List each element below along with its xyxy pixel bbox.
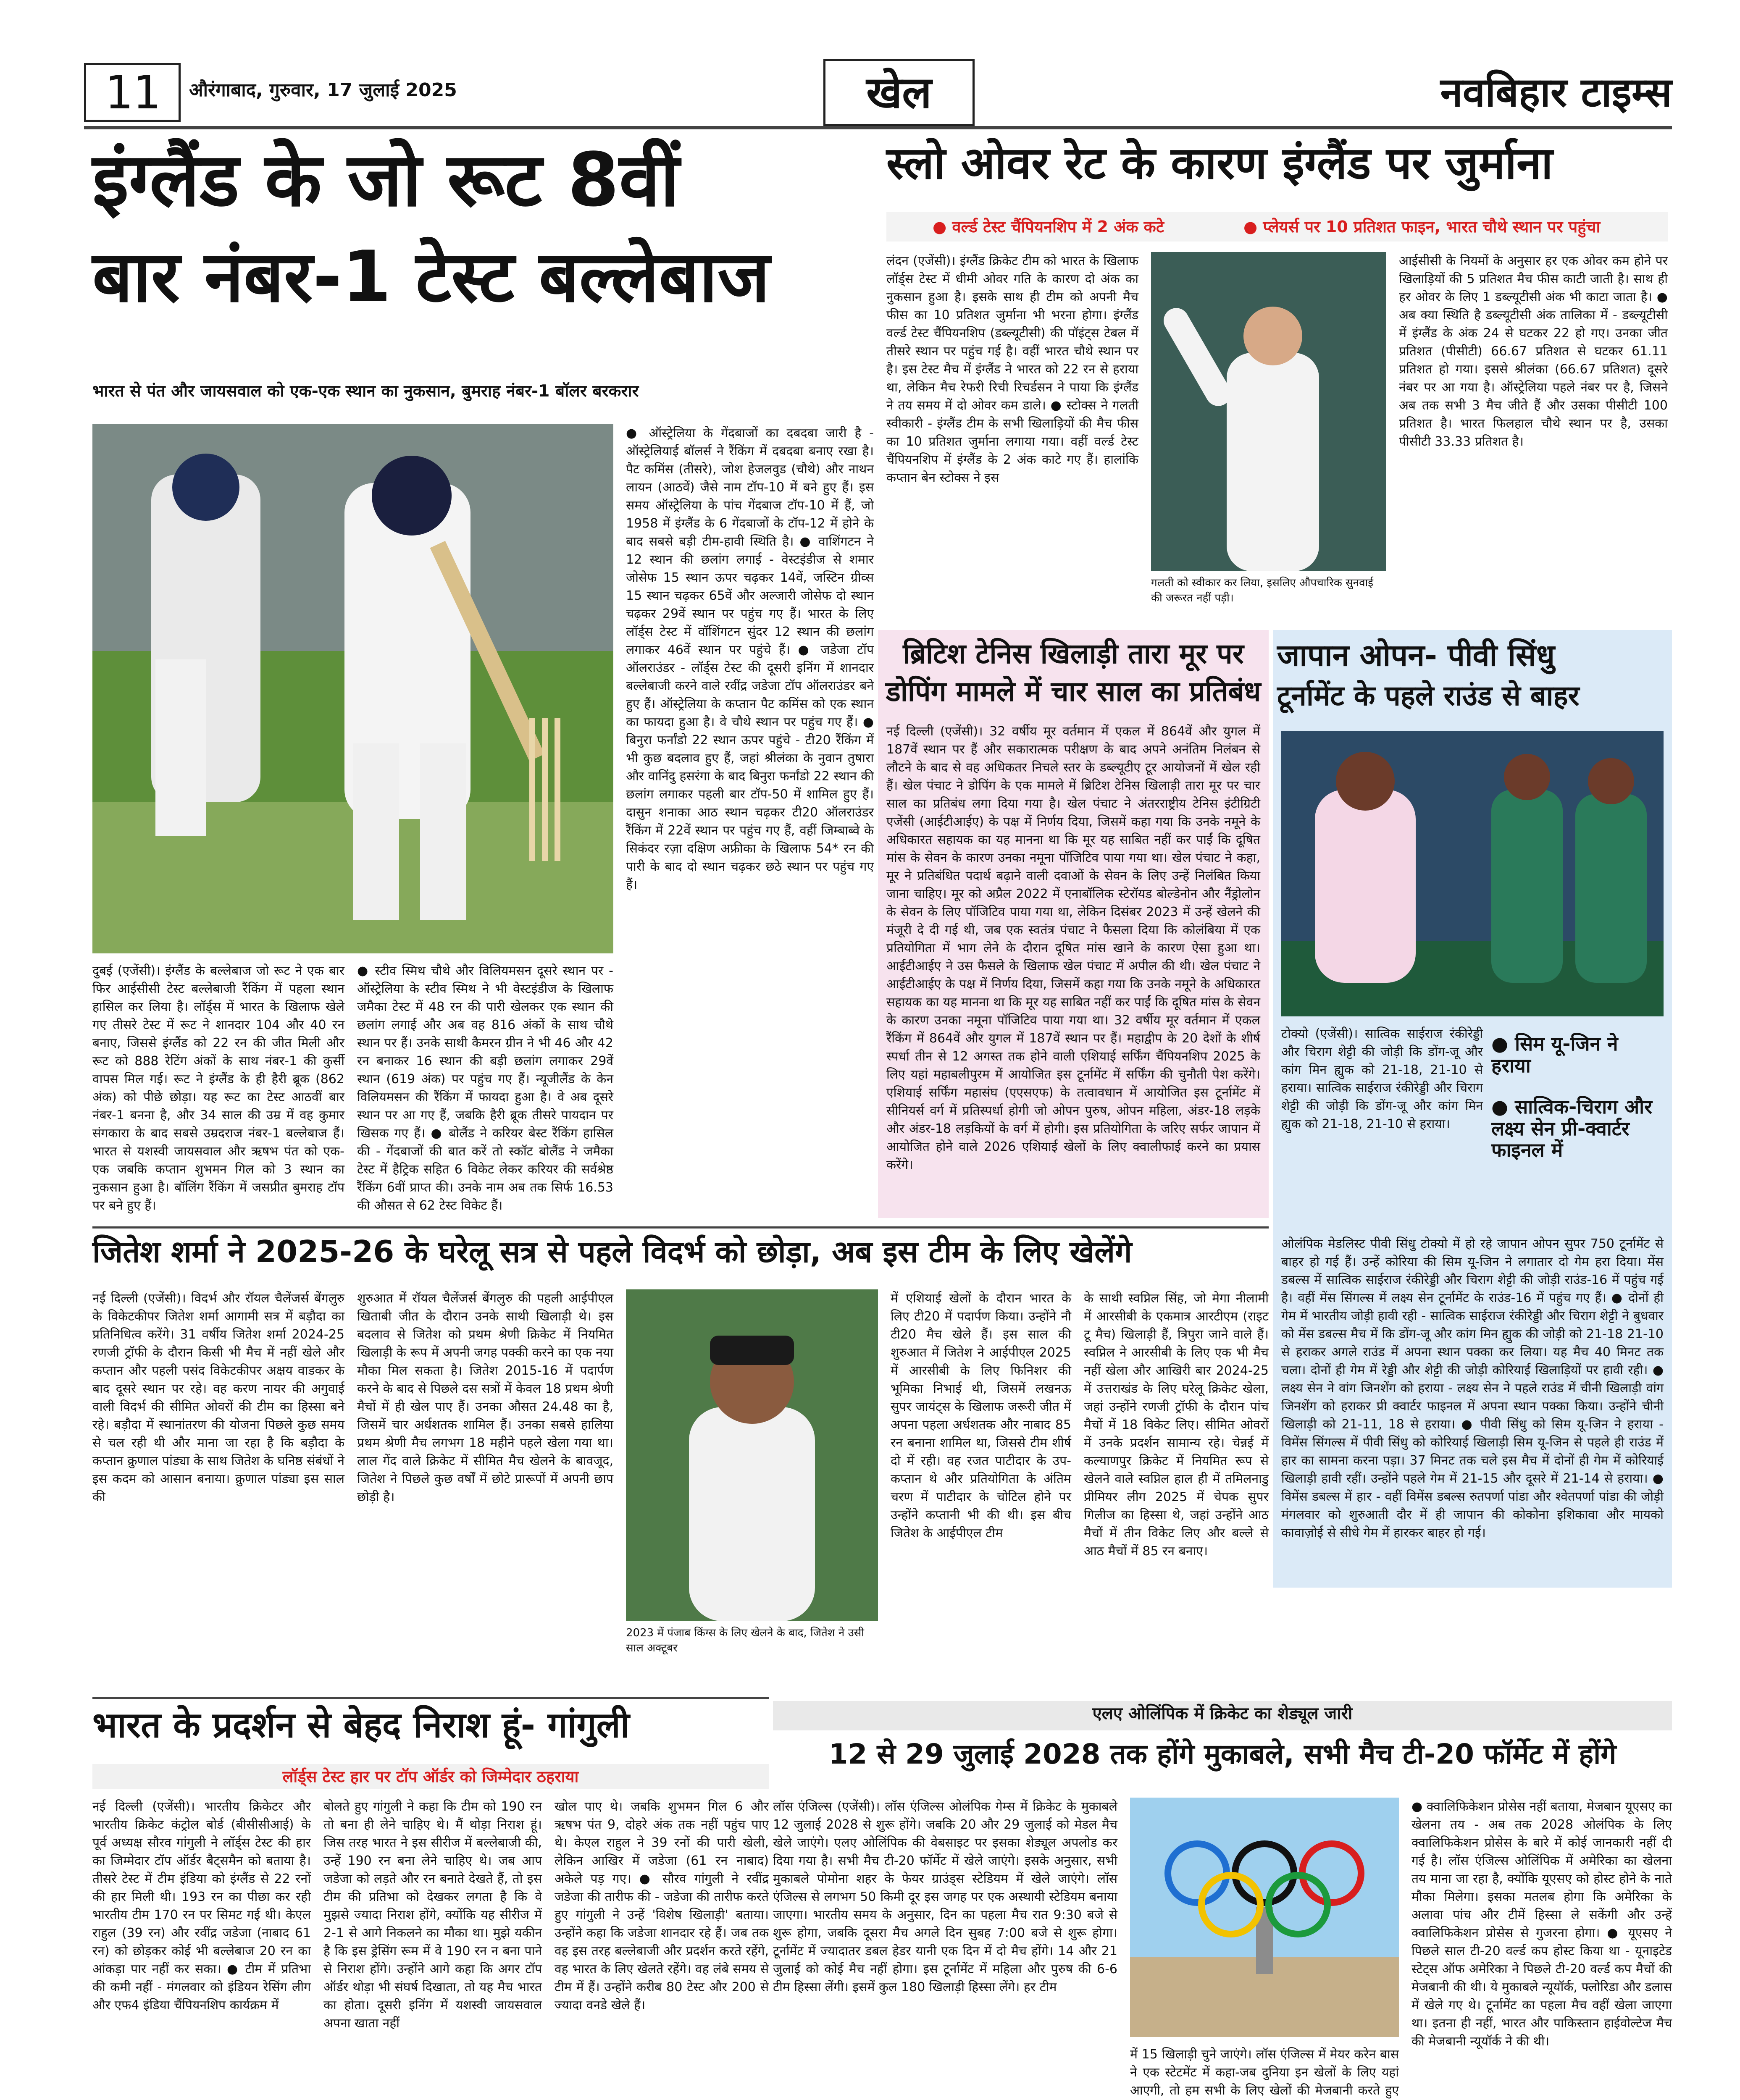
cricketer-celebrating-icon — [1151, 252, 1386, 571]
olympics-col-3: ● क्वालिफिकेशन प्रोसेस नहीं बताया, मेजबान यूएसए का खेलना तय - अब तक 2028 ओलंपिक के लिए क्वालिफिकेशन प्रोसेस के बारे में कोई जानकारी नहीं दी गई है। लॉस एंजिल्स ओलिंपिक में अमेरिका का खेलना तय माना जा रहा है, क्योंकि यूएसए को होस्ट होने के नाते मौका मिलेगा। इसका मतलब होगा कि अमेरिका के अलावा पांच और टीमें हिस्सा ले सकेंगी और उन्हें क्वालिफिकेशन प्रोसेस से गुजरना होगा। ● यूएसए ने पिछले साल टी-20 वर्ल्ड कप होस्ट किया था - यूनाइटेड स्टेट्स ऑफ अमेरिका ने पिछले टी-20 वर्ल्ड कप मैचों की मेजबानी की थी। ये मुकाबले न्यूयॉर्क, फ्लोरिडा और डलास में खेले गए थे। टूर्नामेंट का पहला मैच वहीं खेला जाएगा था। इतना ही नहीं, भारत और पाकिस्तान हाईवोल्टेज मैच की मेजबानी न्यूयॉर्क ने की थी। — [1411, 1799, 1672, 2049]
headline-root-2: बार नंबर-1 टेस्ट बल्लेबाज — [92, 236, 770, 318]
story-root — [84, 139, 874, 1218]
page-number: 11 — [84, 63, 181, 122]
story-fine — [878, 139, 1672, 626]
sindhu-col-a: टोक्यो (एजेंसी)। सात्विक साईराज रंकीरेड्डी और चिराग शेट्टी की जोड़ी कि डोंग-जू और कांग मिन ह्युक को 21-18, 21-10 से हराया। सात्विक साईराज रंकीरेड्डी और चिराग शेट्टी की जोड़ी कि डोंग-जू और कांग मिन ह्युक को 21-18, 21-10 से हराया। — [1281, 1026, 1483, 1131]
jitesh-photo-caption: 2023 में पंजाब किंग्स के लिए खेलने के बाद, जितेश ने उसी साल अक्टूबर — [626, 1627, 865, 1654]
kicker-fine-b: ● प्लेयर्स पर 10 प्रतिशत फाइन, भारत चौथे स्थान पर पहुंचा — [1243, 218, 1601, 236]
fine-col-right: आईसीसी के नियमों के अनुसार हर एक ओवर कम होने पर खिलाड़ियों की 5 प्रतिशत मैच फीस काटी जाती है। साथ ही हर ओवर के लिए 1 डब्ल्यूटीसी अंक भी काटा जाता है। ● अब क्या स्थिति है डब्ल्यूटीसी अंक तालिका में - डब्ल्यूटीसी में इंग्लैंड के अंक 24 से घटकर 22 हो गए। उनका जीत प्रतिशत (पीसीटी) 66.67 प्रतिशत से घटकर 61.11 प्रतिशत हो गया। इससे श्रीलंका (66.67 प्रतिशत) दूसरे नंबर पर आ गया है। ऑस्ट्रेलिया पहले नंबर पर है, जिसने अब तक सभी 3 मैच जीते हैं और उसका पीसीटी 100 प्रतिशत है। भारत फिलहाल चौथे स्थान पर है, उसका पीसीटी 33.33 प्रतिशत है। — [1399, 254, 1668, 449]
headline-olympics: 12 से 29 जुलाई 2028 तक होंगे मुकाबले, सभी मैच टी-20 फॉर्मेट में होंगे — [828, 1738, 1616, 1770]
ganguly-top-rule — [92, 1697, 769, 1699]
photo-sindhu — [1281, 731, 1664, 1016]
photo-jitesh — [626, 1289, 878, 1621]
sindhu-bullet-b: ● सात्विक-चिराग और लक्ष्य सेन प्री-क्वार्टर फाइनल में — [1491, 1095, 1652, 1162]
root-col-left: दुबई (एजेंसी)। इंग्लैंड के बल्लेबाज जो रूट ने एक बार फिर आईसीसी टेस्ट बल्लेबाजी रैंकिंग में पहला स्थान हासिल कर लिया है। लॉर्ड्स में भारत के खिलाफ खेले गए तीसरे टेस्ट में रूट ने शानदार 104 और 40 रन बनाए, जिससे इंग्लैंड को 22 रन की जीत मिली और रूट को 888 रेटिंग अंकों के साथ नंबर-1 की कुर्सी वापस मिल गई। रूट ने इंग्लैंड के ही हैरी ब्रूक (862 अंक) को पीछे छोड़ा। यह रूट का टेस्ट आठवीं बार नंबर-1 बनना है, और 34 साल की उम्र में वह कुमार संगकारा के बाद सबसे उम्रदराज नंबर-1 बल्लेबाज हैं। भारत से यशस्वी जायसवाल और ऋषभ पंत को एक-एक जबकि कप्तान शुभमन गिल को 3 स्थान का नुकसान हुआ है। बॉलिंग रैंकिंग में जसप्रीत बुमराह टॉप पर बने हुए हैं। — [92, 963, 344, 1213]
story-jitesh — [84, 1226, 1269, 1688]
fine-col-left: लंदन (एजेंसी)। इंग्लैंड क्रिकेट टीम को भारत के खिलाफ लॉर्ड्स टेस्ट में धीमी ओवर गति के कारण दो अंक का नुकसान हुआ है। इसके साथ ही टीम को अपनी मैच फीस का 10 प्रतिशत जुर्माना भी भरना होगा। इंग्लैंड वर्ल्ड टेस्ट चैंपियनशिप (डब्ल्यूटीसी) की पॉइंट्स टेबल में तीसरे स्थान पर पहुंच गई है। वहीं भारत चौथे स्थान पर है। इस टेस्ट मैच में इंग्लैंड ने भारत को 22 रन से हराया था, लेकिन मैच रेफरी रिची रिचर्डसन ने पाया कि इंग्लैंड ने तय समय में दो ओवर कम डाले। ● स्टोक्स ने गलती स्वीकारी - इंग्लैंड टीम के सभी खिलाड़ियों की मैच फीस का 10 प्रतिशत जुर्माना लगाया गया। वहीं वर्ल्ड टेस्ट चैंपियनशिप में इंग्लैंड के 2 अंक काटे गए हैं। हालांकि कप्तान बेन स्टोक्स ने इस — [886, 254, 1138, 485]
cricket-batsman-icon — [92, 424, 613, 953]
story-tara — [878, 630, 1269, 1218]
root-col-right: ● ऑस्ट्रेलिया के गेंदबाजों का दबदबा जारी है - ऑस्ट्रेलियाई बॉलर्स ने रैंकिंग में दबदबा बनाए रखा है। पैट कमिंस (तीसरे), जोश हेजलवुड (चौथे) और नाथन लायन (आठवें) जैसे नाम टॉप-10 में बने हुए हैं। इस समय ऑस्ट्रेलिया के पांच गेंदबाज टॉप-10 में हैं, जो 1958 में इंग्लैंड के 6 गेंदबाजों के टॉप-12 में होने के बाद सबसे बड़ी टीम-हावी स्थिति है। ● वाशिंगटन ने 12 स्थान की छलांग लगाई - वेस्टइंडीज से शमार जोसेफ 15 स्थान ऊपर चढ़कर 14वें, जस्टिन ग्रीव्स 15 स्थान चढ़कर 65वें और अल्जारी जोसेफ दो स्थान चढ़कर 29वें स्थान पर पहुंच गए हैं। भारत के लिए लॉर्ड्स टेस्ट में वॉशिंगटन सुंदर 12 स्थान की छलांग लगाकर 46वें स्थान पर पहुंचे हैं। ● जडेजा टॉप ऑलराउंडर - लॉर्ड्स टेस्ट की दूसरी इनिंग में शानदार बल्लेबाजी करने वाले रवींद्र जडेजा टॉप ऑलराउंडर बने हुए हैं। ऑस्ट्रेलिया के कप्तान पैट कमिंस को एक स्थान का फायदा हुआ है। वे चौथे स्थान पर पहुंच गए हैं। ● बिनुरा फर्नांडो 22 स्थान ऊपर पहुंचे - टी20 रैंकिंग में भी कुछ बदलाव हुए हैं, जहां श्रीलंका के नुवान तुषारा और वानिंदु हसरंगा के बाद बिनुरा फर्नांडो 22 स्थान की छलांग लगाकर पहली बार टॉप-50 में शामिल हुए हैं। दासुन शनाका आठ स्थान चढ़कर टी20 ऑलराउंडर रैंकिंग में 22वें स्थान पर पहुंच गए हैं, वहीं जिम्बाब्वे के सिकंदर रज़ा दक्षिण अफ्रीका के खिलाफ 54* रन की पारी के बाद दो स्थान चढ़कर छठे स्थान पर पहुंच गए हैं। — [626, 426, 874, 892]
headline-tara-2: डोपिंग मामले में चार साल का प्रतिबंध — [886, 675, 1261, 708]
ganguly-col-1: नई दिल्ली (एजेंसी)। भारतीय क्रिकेटर और भारतीय क्रिकेट कंट्रोल बोर्ड (बीसीसीआई) के पूर्व अध्यक्ष सौरव गांगुली ने लॉर्ड्स टेस्ट की हार का जिम्मेदार टॉप ऑर्डर बैट्समैन को बताया है। तीसरे टेस्ट में टीम इंडिया को इंग्लैंड से 22 रनों की हार मिली थी। 193 रन का पीछा कर रही भारतीय टीम 170 रन पर सिमट गई थी। केएल राहुल (39 रन) और रवींद्र जडेजा (नाबाद 61 रन) को छोड़कर कोई भी बल्लेबाज 20 रन का आंकड़ा पार नहीं कर सका। ● टीम में प्रतिभा की कमी नहीं - मंगलवार को इंडियन रेसिंग लीग और एफ4 इंडिया चैंपियनशिप कार्यक्रम में — [92, 1799, 311, 2013]
olympics-col-1: लॉस एंजिल्स (एजेंसी)। लॉस एंजिल्स ओलंपिक गेम्स में क्रिकेट के मुकाबले 12 जुलाई 2028 से शुरू होंगे। जबकि 20 और 29 जुलाई को मेडल मैच खेले जाएंगे। एलए ओलिंपिक की वेबसाइट पर इसका शेड्यूल अपलोड कर दिया गया है। सभी मैच टी-20 फॉर्मेट में खेले जाएंगे। इसके अनुसार, सभी मुकाबले पोमोना शहर के फेयर ग्राउंड्स स्टेडियम में खेले जाएंगे। लॉस एंजिल्स से लगभग 50 किमी दूर इस जगह पर एक अस्थायी स्टेडियम बनाया जाएगा। भारतीय समय के अनुसार, दिन का पहला मैच रात 9:30 बजे से शुरू होगा, जबकि दूसरा मैच अगले दिन सुबह 7:00 बजे से शुरू होगा। टूर्नामेंट में ज्यादातर डबल हेडर यानी एक दिन में दो मैच होंगे। 14 और 21 जुलाई को कोई मैच नहीं होगा। इस टूर्नामेंट में महिला और पुरुष की 6-6 टीम हिस्सा लेंगी। इसमें कुल 180 खिलाड़ी हिस्सा लेंगे। हर टीम — [773, 1799, 1117, 1995]
masthead — [84, 59, 1672, 130]
headline-fine: स्लो ओवर रेट के कारण इंग्लैंड पर जुर्माना — [886, 137, 1553, 189]
ganguly-col-3: खोल पाए थे। जबकि शुभमन गिल 6 और ऋषभ पंत 9, दोहरे अंक तक नहीं पहुंच पाए थे। केएल राहुल ने 39 रनों की पारी खेली, लेकिन आखिर में जडेजा (61 रन नाबाद) अकेले पड़ गए। ● सौरव गांगुली ने रवींद्र जडेजा की तारीफ की - जडेजा की तारीफ करते हुए गांगुली ने उन्हें 'विशेष खिलाड़ी' बताया। उन्होंने कहा कि जडेजा शानदार रहे हैं। जब तक वह इस तरह बल्लेबाजी और प्रदर्शन करते रहेंगे, वह भारत के लिए खेलते रहेंगे। वह लंबे समय से टीम में हैं। उन्होंने करीब 80 टेस्ट और 200 से ज्यादा वनडे खेले हैं। — [555, 1799, 769, 2013]
dateline: औरंगाबाद, गुरुवार, 17 जुलाई 2025 — [189, 79, 457, 101]
jitesh-col-2: शुरुआत में रॉयल चैलेंजर्स बेंगलुरु की पहली आईपीएल खिताबी जीत के दौरान उनके साथी खिलाड़ी थे। इस बदलाव से जितेश को प्रथम श्रेणी क्रिकेट में नियमित खिलाड़ी के रूप में अपनी जगह पक्की करने का एक नया मौका मिल सकता है। जितेश 2015-16 में पदार्पण करने के बाद से पिछले दस सत्रों में केवल 18 प्रथम श्रेणी मैचों में ही खेल पाए हैं। उनका औसत 24.48 का है, जिसमें चार अर्धशतक शामिल हैं। उनका सबसे हालिया प्रथम श्रेणी मैच लगभग 18 महीने पहले खेला गया था। लाल गेंद वाले क्रिकेट में सीमित मैच खेलने के बावजूद, जितेश ने पिछले कुछ वर्षों में छोटे प्रारूपों में अपनी छाप छोड़ी है। — [357, 1291, 613, 1504]
jitesh-col-1: नई दिल्ली (एजेंसी)। विदर्भ और रॉयल चैलेंजर्स बेंगलुरु के विकेटकीपर जितेश शर्मा आगामी सत्र में बड़ौदा का प्रतिनिधित्व करेंगे। 31 वर्षीय जितेश शर्मा 2024-25 रणजी ट्रॉफी के दौरान किसी भी मैच में नहीं खेले और कप्तान और पहली पसंद विकेटकीपर अक्षय वाडकर के बाद दूसरे स्थान पर रहे। वह करण नायर की अगुवाई वाली विदर्भ की सीमित ओवरों की टीम का हिस्सा बने रहे। बड़ौदा में स्थानांतरण की योजना पिछले कुछ समय से चल रही थी और माना जा रहा है कि बड़ौदा के कप्तान क्रुणाल पांड्या के साथ जितेश के घनिष्ठ संबंधों ने इस कदम को आसान बनाया। क्रुणाल पांड्या इस साल की — [92, 1291, 344, 1504]
badminton-players-icon — [1281, 731, 1664, 1016]
jitesh-col-3: में एशियाई खेलों के दौरान भारत के लिए टी20 में पदार्पण किया। उन्होंने नौ टी20 मैच खेले हैं। इस साल की शुरुआत में जितेश ने आईपीएल 2025 में आरसीबी के लिए फिनिशर की भूमिका निभाई थी, जिसमें लखनऊ सुपर जायंट्स के खिलाफ जरूरी जीत में अपना पहला अर्धशतक और नाबाद 85 रन बनाना शामिल था, जिससे टीम शीर्ष दो में रही। वह रजत पाटीदार के उप-कप्तान थे और प्रतियोगिता के अंतिम चरण में पाटीदार के चोटिल होने पर उन्होंने कप्तानी भी की थी। इस बीच जितेश के आईपीएल टीम — [891, 1291, 1071, 1541]
story-ganguly — [84, 1697, 769, 2100]
tara-body: नई दिल्ली (एजेंसी)। 32 वर्षीय मूर वर्तमान में एकल में 864वें और युगल में 187वें स्थान पर हैं और सकारात्मक परीक्षण के बाद अपने अनंतिम निलंबन से लौटने के बाद से वह अधिकतर निचले स्तर के डब्ल्यूटीए टूर आयोजनों में खेल रही हैं। खेल पंचाट ने डोपिंग के एक मामले में ब्रिटिश टेनिस खिलाड़ी तारा मूर पर चार साल का प्रतिबंध लगा दिया गया है। खेल पंचाट ने अंतरराष्ट्रीय टेनिस इंटीग्रिटी एजेंसी (आईटीआईए) के पक्ष में निर्णय दिया, जिसमें कहा गया कि उनके नमूने के अधिकारत सहायक का यह मानना था कि मूर यह साबित नहीं कर पाईं कि दूषित मांस के सेवन के कारण उनका नमूना पॉजिटिव पाया गया था। खेल पंचाट ने कहा, मूर ने प्रतिबंधित पदार्थ बढ़ाने वाली दवाओं के सेवन के लिए उन्हें निलंबित किया जाना चाहिए। मूर को अप्रैल 2022 में एनाबॉलिक स्टेरॉयड बोल्डेनोन और नैंड्रोलोन के सेवन के लिए पॉजिटिव पाया गया था, लेकिन दिसंबर 2023 में उन्हें खेलने की मंजूरी दे दी गई थी, जब एक स्वतंत्र पंचाट ने फैसला दिया कि कोलंबिया में एक प्रतियोगिता में भाग लेने के दौरान दूषित मांस खाने के कारण ऐसा हुआ था। आईटीआईए ने उस फैसले के खिलाफ खेल पंचाट में अपील की थी। खेल पंचाट ने आईटीआईए के पक्ष में निर्णय दिया, जिसमें कहा गया कि उनके नमूने के अधिकारत सहायक का यह मानना था कि मूर यह साबित नहीं कर पाईं कि दूषित मांस के सेवन के कारण उनका नमूना पॉजिटिव पाया गया था। 32 वर्षीय मूर वर्तमान में एकल रैंकिंग में 864वें और युगल में 187वें स्थान पर हैं। महाद्वीप के 20 देशों के शीर्ष स्पर्धा तीन से 12 अगस्त तक होने वाली एशियाई सर्फिंग चैंपियनशिप 2025 के लिए यहां महाबलीपुरम में आयोजित इस टूर्नामेंट में सर्फिंग की चुनौती पेश करेंगे। एशियाई सर्फिंग महासंघ (एएसएफ) के तत्वावधान में आयोजित इस टूर्नामेंट में सीनियर्स वर्ग में प्रतिस्पर्धा होगी जो ओपन पुरुष, ओपन महिला, अंडर-18 लड़के और अंडर-18 लड़कियों के वर्ग में होगी। इस प्रतियोगिता के जरिए सर्फर जापान में आयोजित होने वाले 2026 एशियाई खेलों के लिए क्वालीफाई करने का प्रयास करेंगे। — [886, 724, 1260, 1172]
section-label: खेल — [823, 59, 975, 126]
olympics-col-2: में 15 खिलाड़ी चुने जाएंगे। लॉस एंजिल्स में मेयर करेन बास ने एक स्टेटमेंट में कहा-जब दुनिया इन खेलों के लिए यहां आएगी, तो हम सभी के लिए खेलों की मेजबानी करते हुए — [1130, 2047, 1399, 2098]
cricketer-portrait-icon — [626, 1289, 878, 1621]
jitesh-col-4: के साथी स्वप्निल सिंह, जो मेगा नीलामी में आरसीबी के एकमात्र आरटीएम (राइट टू मैच) खिलाड़ी हैं, त्रिपुरा जाने वाले हैं। स्वप्निल ने आरसीबी के लिए एक भी मैच नहीं खेला और आखिरी बार 2024-25 में उत्तराखंड के लिए घरेलू क्रिकेट खेला, जहां उन्होंने रणजी ट्रॉफी के दौरान पांच मैचों में 18 विकेट लिए। सीमित ओवरों में उनके प्रदर्शन सामान्य रहे। चेन्नई में कल्याणपुर क्रिकेट में नियमित रूप से खेलने वाले स्वप्निल हाल ही में तमिलनाडु प्रीमियर लीग 2025 में चेपक सुपर गिलीज का हिस्सा थे, जहां उन्होंने आठ मैचों में तीन विकेट लिए और बल्ले से आठ मैचों में 85 रन बनाए। — [1084, 1291, 1269, 1559]
photo-olympic-rings — [1130, 1798, 1399, 2037]
headline-sindhu-1: जापान ओपन- पीवी सिंधु — [1277, 638, 1555, 673]
kicker-ganguly: लॉर्ड्स टेस्ट हार पर टॉप ऑर्डर को जिम्मेदार ठहराया — [92, 1764, 769, 1789]
photo-root-batting — [92, 424, 613, 953]
olympics-kicker-box — [773, 1701, 1672, 1730]
kicker-bar-fine — [886, 212, 1668, 242]
sindhu-col-b: ओलंपिक मेडलिस्ट पीवी सिंधु टोक्यो में हो रहे जापान ओपन सुपर 750 टूर्नामेंट से बाहर हो गई हैं। उन्हें कोरिया की सिम यू-जिन ने लगातार दो गेम हरा दिया। मेंस डबल्स में सात्विक साईराज रंकीरेड्डी और चिराग शेट्टी की जोड़ी राउंड-16 में पहुंच गई है। वहीं मेंस सिंगल्स में लक्ष्य सेन टूर्नामेंट के राउंड-16 में पहुंच गए हैं। ● दोनों ही गेम में भारतीय जोड़ी हावी रही - सात्विक साईराज रंकीरेड्डी और चिराग शेट्टी ने बुधवार को मेंस डबल्स मैच में कि डोंग-जू और कांग मिन ह्युक की जोड़ी को 21-18 21-10 से हराकर अगले राउंड में अपना स्थान पक्का कर लिया। यह मैच 40 मिनट तक चला। दोनों ही गेम में रेड्डी और शेट्टी की जोड़ी कोरियाई खिलाड़ियों पर हावी रही। ● लक्ष्य सेन ने वांग जिनशेंग को हराया - लक्ष्य सेन ने पहले राउंड में चीनी खिलाड़ी वांग जिनशेंग को हराकर प्री क्वार्टर फाइनल में अपना स्थान पक्का किया। उन्होंने चीनी खिलाड़ी को 21-11, 18 से हराया। ● पीवी सिंधु को सिम यू-जिन ने हराया - विमेंस सिंगल्स में पीवी सिंधु को कोरियाई खिलाड़ी सिम यू-जिन से पहले ही राउंड में हार का सामना करना पड़ा। 37 मिनट तक चले इस मैच में दोनों ही गेम में कोरियाई खिलाड़ी हावी रहीं। उन्होंने पहले गेम में 21-15 और दूसरे में 21-14 से हराया। ● विमेंस डबल्स में हार - वहीं विमेंस डबल्स रुतपर्णा पांडा और श्वेतपर्णा पांडा की जोड़ी मंगलवार को शुरुआती दौर में ही जापान की कोकोना इशिकावा और मायको कावाज़ोई से सीधे गेम में हारकर बाहर हो गई। — [1281, 1236, 1664, 1540]
photo-fine-stokes — [1151, 252, 1386, 571]
olympic-rings-icon — [1130, 1798, 1399, 2037]
headline-jitesh: जितेश शर्मा ने 2025-26 के घरेलू सत्र से पहले विदर्भ को छोड़ा, अब इस टीम के लिए खेलेंगे — [92, 1234, 1132, 1269]
ganguly-col-2: बोलते हुए गांगुली ने कहा कि टीम को 190 रन तो बना ही लेने चाहिए थे। मैं थोड़ा निराश हूं। जिस तरह भारत ने इस सीरीज में बल्लेबाजी की, उन्हें 190 रन बना लेने चाहिए थे। जब आप जडेजा को लड़ते और रन बनाते देखते हैं, तो इस टीम की प्रतिभा को देखकर लगता है कि वे मुझसे ज्यादा निराश होंगे, क्योंकि यह सीरीज में 2-1 से आगे निकलने का मौका था। मुझे यकीन है कि इस ड्रेसिंग रूम में वे 190 रन न बना पाने से निराश होंगे। उन्होंने आगे कहा कि अगर टॉप ऑर्डर थोड़ा भी संघर्ष दिखाता, तो यह मैच भारत का होता। दूसरी इनिंग में यशस्वी जायसवाल अपना खाता नहीं — [323, 1799, 542, 2031]
masthead-rule — [84, 126, 1672, 129]
headline-tara-1: ब्रिटिश टेनिस खिलाड़ी तारा मूर पर — [903, 638, 1244, 670]
fine-photo-caption: गलती को स्वीकार कर लिया, इसलिए औपचारिक सुनवाई की जरूरत नहीं पड़ी। — [1151, 577, 1374, 604]
paper-name: नवबिहार टाइम्स — [1440, 69, 1672, 116]
sindhu-bullet-a: ● सिम यू-जिन ने हराया — [1491, 1032, 1618, 1077]
headline-ganguly: भारत के प्रदर्शन से बेहद निराश हूं- गांगुली — [92, 1704, 630, 1746]
headline-sindhu-2: टूर्नामेंट के पहले राउंड से बाहर — [1277, 680, 1580, 712]
headline-root-1: इंग्लैंड के जो रूट 8वीं — [92, 137, 680, 223]
story-sindhu — [1273, 630, 1672, 1588]
kicker-olympics: एलए ओलिंपिक में क्रिकेट का शेड्यूल जारी — [1092, 1704, 1353, 1723]
story-olympics — [773, 1697, 1672, 2100]
sindhu-bullets — [1491, 1033, 1664, 1222]
subhead-root: भारत से पंत और जायसवाल को एक-एक स्थान का नुकसान, बुमराह नंबर-1 बॉलर बरकरार — [92, 382, 639, 401]
jitesh-top-rule — [92, 1226, 1269, 1228]
root-col-mid: ● स्टीव स्मिथ चौथे और विलियमसन दूसरे स्थान पर - ऑस्ट्रेलिया के स्टीव स्मिथ ने भी वेस्टइंडीज के खिलाफ जमैका टेस्ट में 48 रन की पारी खेलकर एक स्थान की छलांग लगाई और अब वह 816 अंकों के साथ चौथे स्थान पर हैं। उनके साथी कैमरन ग्रीन ने भी 46 और 42 रन बनाकर 16 स्थान की बड़ी छलांग लगाकर 29वें स्थान (619 अंक) पर पहुंच गए हैं। न्यूजीलैंड के केन विलियमसन की रैंकिंग में फायदा हुआ है। वे अब दूसरे स्थान पर आ गए हैं, जबकि हैरी ब्रूक तीसरे पायदान पर खिसक गए हैं। ● बोलैंड ने करियर बेस्ट रैंकिंग हासिल की - गेंदबाजों की बात करें तो स्कॉट बोलैंड ने जमैका टेस्ट में हैट्रिक सहित 6 विकेट लेकर करियर की सर्वश्रेष्ठ रैंकिंग 6वीं प्राप्त की। उनके नाम अब तक सिर्फ 16.53 की औसत से 62 टेस्ट विकेट हैं। — [357, 963, 613, 1213]
kicker-fine-a: ● वर्ल्ड टेस्ट चैंपियनशिप में 2 अंक कटे — [933, 218, 1164, 236]
